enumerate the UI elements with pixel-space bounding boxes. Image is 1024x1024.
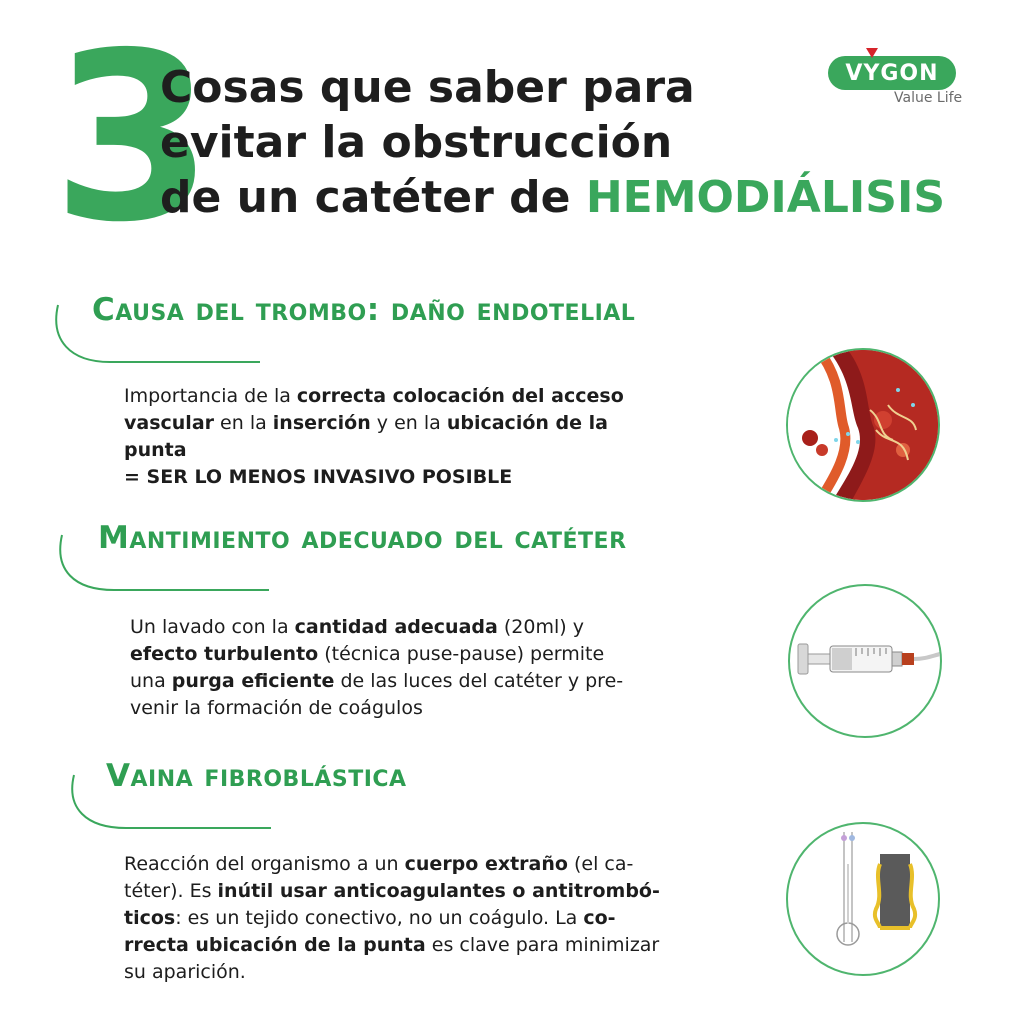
section-2-body <box>130 614 623 722</box>
section-3-line-2: téter). Es inútil usar anticoagulantes o antitrombó- <box>124 880 660 902</box>
section-2-line-4: venir la formación de coágulos <box>130 697 423 719</box>
section-heading-vaina: Vaina fibroblástica <box>106 758 407 794</box>
section-2-line-2: efecto turbulento (técnica puse-pause) permite <box>130 643 605 665</box>
title-accent-hemodialisis: HEMODIÁLISIS <box>585 172 946 223</box>
section-3-line-1: Reacción del organismo a un cuerpo extraño (el ca- <box>124 853 634 875</box>
logo-red-triangle <box>866 48 878 58</box>
title-line-1: Cosas que saber para <box>160 62 695 113</box>
syringe-icon <box>788 584 942 738</box>
section-1-line-4: = SER LO MENOS INVASIVO POSIBLE <box>124 466 513 488</box>
section-heading-causa-trombo: Causa del trombo: daño endotelial <box>92 292 636 328</box>
section-heading-mantenimiento: Mantimiento adecuado del catéter <box>98 520 627 556</box>
section-1-line-3: punta <box>124 439 187 461</box>
section-1-body <box>124 383 624 491</box>
title-line-3 <box>160 170 960 225</box>
big-number-three: 3 <box>52 3 208 273</box>
logo-brand: VYGON <box>828 56 956 90</box>
section-3-line-5: su aparición. <box>124 961 246 983</box>
section-3-line-3: ticos: es un tejido conectivo, no un coágulo. La co- <box>124 907 616 929</box>
section-3-line-4: rrecta ubicación de la punta es clave para minimizar <box>124 934 660 956</box>
logo-tagline: Value Life <box>894 90 963 106</box>
title-line-3-prefix: de un catéter de <box>160 172 586 223</box>
blood-vessel-icon <box>786 348 940 502</box>
section-2-line-1: Un lavado con la cantidad adecuada (20ml) y <box>130 616 584 638</box>
vygon-logo <box>828 48 978 118</box>
section-2-line-3: una purga eficiente de las luces del catéter y pre- <box>130 670 624 692</box>
heading-underline-arc <box>50 300 270 370</box>
section-1-line-1: Importancia de la correcta colocación del acceso <box>124 385 624 407</box>
heading-underline-arc <box>54 530 284 600</box>
title-line-2: evitar la obstrucción <box>160 117 673 168</box>
section-1-line-2: vascular en la inserción y en la ubicación de la <box>124 412 608 434</box>
section-3-body <box>124 851 660 986</box>
catheter-sheath-icon <box>786 822 940 976</box>
heading-underline-arc <box>66 770 286 840</box>
